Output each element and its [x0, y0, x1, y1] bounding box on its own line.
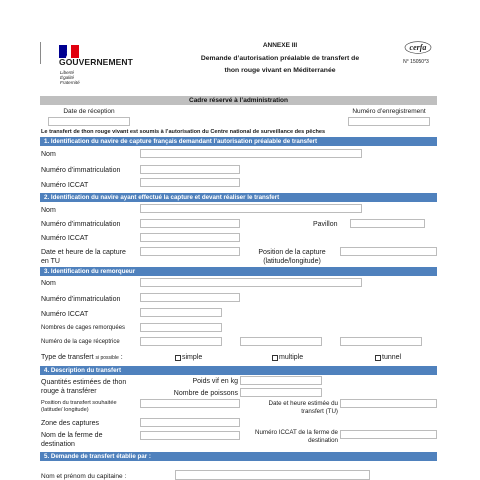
- s4-quantities-label: Quantités estimées de thon rouge à transférer: [41, 379, 127, 395]
- s2-flag-input[interactable]: [350, 219, 425, 228]
- s1-iccat-input[interactable]: [140, 178, 240, 187]
- transfer-type-colon: :: [120, 354, 123, 361]
- s2-capture-datetime-input[interactable]: [140, 247, 240, 256]
- transfer-notice: Le transfert de thon rouge vivant est soumis à l’autorisation du Centre national de surveillance des pêches: [41, 129, 326, 135]
- cerfa-logo-text: cerfa: [409, 43, 427, 52]
- simple-checkbox[interactable]: [175, 355, 181, 361]
- section-5-header: 5. Demande de transfert établie par :: [40, 452, 437, 461]
- motto-fraternite: Fraternité: [60, 80, 80, 85]
- transfer-type-text: Type de transfert: [41, 354, 94, 361]
- s2-name-label: Nom: [41, 207, 56, 214]
- section-4-header: 4. Description du transfert: [40, 366, 437, 375]
- s2-capture-position-input[interactable]: [340, 247, 437, 256]
- s4-catch-zone-label: Zone des captures: [41, 420, 99, 427]
- form-title: [170, 53, 390, 77]
- s3-receiving-cage-input-3[interactable]: [340, 337, 422, 346]
- s3-iccat-label: Numéro ICCAT: [41, 311, 89, 318]
- s1-iccat-label: Numéro ICCAT: [41, 182, 89, 189]
- s1-registration-input[interactable]: [140, 165, 240, 174]
- header-divider: [40, 42, 41, 64]
- section-1-header: 1. Identification du navire de capture français demandant l’autorisation préalable de transfert: [40, 137, 437, 146]
- s3-receiving-cage-input-1[interactable]: [140, 337, 222, 346]
- admin-section-header: Cadre réservé à l’administration: [40, 96, 437, 105]
- motto-egalite: Égalité: [60, 75, 75, 80]
- s3-name-input[interactable]: [140, 278, 362, 287]
- s4-farm-iccat-input[interactable]: [340, 430, 437, 439]
- s4-farm-iccat-label: Numéro ICCAT de la ferme de destination: [255, 429, 338, 444]
- motto-liberte: Liberté: [60, 70, 75, 75]
- transfer-type-option-tunnel[interactable]: [375, 353, 401, 362]
- s2-capture-position-label: Position de la capture (latitude/longitude): [258, 249, 326, 265]
- section-3-header: 3. Identification du remorqueur: [40, 267, 437, 276]
- s4-transfer-position-input[interactable]: [140, 399, 240, 408]
- s1-name-label: Nom: [41, 151, 56, 158]
- section-2-header: 2. Identification du navire ayant effectué la capture et devant réaliser le transfert: [40, 193, 437, 202]
- s4-transfer-datetime-input[interactable]: [340, 399, 437, 408]
- s4-fish-count-label: Nombre de poissons: [173, 390, 238, 397]
- s2-registration-label: Numéro d’immatriculation: [41, 221, 121, 228]
- s2-name-input[interactable]: [140, 204, 362, 213]
- s3-receiving-cage-label: Numéro de la cage réceptrice: [41, 339, 120, 345]
- s4-farm-name-input[interactable]: [140, 431, 240, 440]
- s4-catch-zone-input[interactable]: [140, 418, 240, 427]
- form-title-line-2: thon rouge vivant en Méditerranée: [224, 67, 336, 74]
- registration-number-label: Numéro d’enregistrement: [352, 108, 426, 115]
- s3-receiving-cage-input-2[interactable]: [240, 337, 322, 346]
- simple-option-label: simple: [182, 354, 203, 361]
- multiple-option-label: multiple: [279, 354, 304, 361]
- s4-fish-count-input[interactable]: [240, 388, 322, 397]
- s3-towed-cages-input[interactable]: [140, 323, 222, 332]
- transfer-type-option-multiple[interactable]: [272, 353, 303, 362]
- s2-registration-input[interactable]: [140, 219, 240, 228]
- s4-live-weight-input[interactable]: [240, 376, 322, 385]
- multiple-checkbox[interactable]: [272, 355, 278, 361]
- s1-registration-label: Numéro d’immatriculation: [41, 167, 121, 174]
- transfer-type-option-simple[interactable]: [175, 353, 202, 362]
- registration-number-input[interactable]: [348, 117, 430, 126]
- transfer-type-label: [41, 353, 123, 363]
- form-title-line-1: Demande d’autorisation préalable de transfert de: [200, 55, 360, 62]
- s4-farm-name-label: Nom de la ferme de destination: [41, 432, 103, 448]
- transfer-type-hint: si possible: [95, 355, 119, 361]
- s1-name-input[interactable]: [140, 149, 362, 158]
- s3-name-label: Nom: [41, 280, 56, 287]
- annex-label: ANNEXE III: [262, 42, 298, 49]
- reception-date-input[interactable]: [48, 117, 130, 126]
- s3-towed-cages-label: Nombres de cages remorquées: [41, 325, 126, 331]
- s4-live-weight-label: Poids vif en kg: [192, 378, 238, 385]
- reception-date-label: Date de réception: [63, 108, 115, 115]
- s4-transfer-position-label: Position du transfert souhaitée (latitude/ longitude): [41, 400, 117, 413]
- s5-captain-name-input[interactable]: [175, 470, 370, 480]
- s4-transfer-datetime-label: Date et heure estimée du transfert (TU): [268, 400, 338, 415]
- s3-registration-input[interactable]: [140, 293, 240, 302]
- cerfa-logo: [404, 41, 432, 54]
- s2-iccat-input[interactable]: [140, 233, 240, 242]
- s2-iccat-label: Numéro ICCAT: [41, 235, 89, 242]
- tunnel-option-label: tunnel: [382, 354, 402, 361]
- government-wordmark: GOUVERNEMENT: [59, 57, 133, 67]
- s3-registration-label: Numéro d’immatriculation: [41, 296, 121, 303]
- s5-captain-name-label: Nom et prénom du capitaine :: [41, 473, 127, 480]
- s2-capture-datetime-label: Date et heure de la capture en TU: [41, 249, 126, 265]
- s2-flag-label: Pavillon: [313, 221, 338, 228]
- tunnel-checkbox[interactable]: [375, 355, 381, 361]
- cerfa-number: N° 15050*3: [403, 59, 429, 65]
- s3-iccat-input[interactable]: [140, 308, 222, 317]
